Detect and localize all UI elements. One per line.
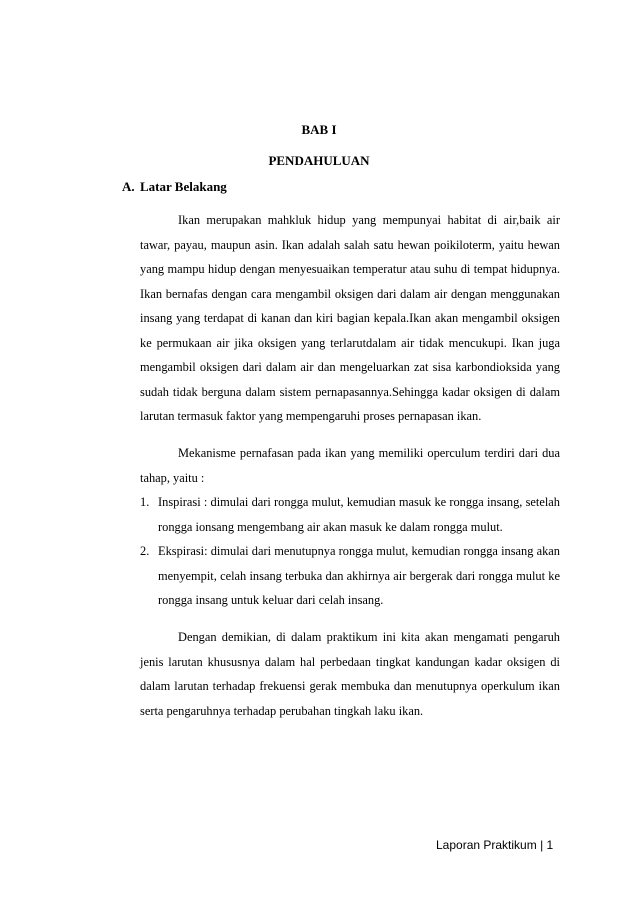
chapter-number: BAB I xyxy=(301,122,337,137)
list-item xyxy=(140,490,560,539)
paragraph-closing: Dengan demikian, di dalam praktikum ini kita akan mengamati pengaruh jenis larutan khususnya dalam hal perbedaan tingkat kandungan kadar oksigen di dalam larutan terhadap frekuensi gerak membuka dan menutupnya operkulum ikan serta pengaruhnya terhadap perubahan tingkah laku ikan. xyxy=(140,630,560,718)
footer-label: Laporan Praktikum xyxy=(436,838,537,852)
page-number: 1 xyxy=(546,838,554,852)
section-letter: A. xyxy=(122,179,135,194)
breathing-steps-list xyxy=(140,490,560,613)
footer-separator: | xyxy=(540,838,544,852)
chapter-title: PENDAHULUAN xyxy=(268,153,370,168)
list-item xyxy=(140,539,560,613)
list-item-number: 2. xyxy=(140,544,150,558)
section-title: Latar Belakang xyxy=(140,179,227,194)
paragraph-mechanism: Mekanisme pernafasan pada ikan yang memiliki operculum terdiri dari dua tahap, yaitu : xyxy=(140,446,560,485)
list-item-text: Inspirasi : dimulai dari rongga mulut, kemudian masuk ke rongga insang, setelah rongga ionsang mengembang air akan masuk ke dalam rongga mulut. xyxy=(158,495,560,534)
section-heading xyxy=(122,179,227,195)
list-item-number: 1. xyxy=(140,495,150,509)
page-footer xyxy=(436,838,553,852)
paragraph-intro: Ikan merupakan mahkluk hidup yang mempunyai habitat di air,baik air tawar, payau, maupun asin. Ikan adalah salah satu hewan poikiloterm, yaitu hewan yang mampu hidup dengan menyesuaikan temperatur atau suhu di tempat hidupnya. Ikan bernafas dengan cara mengambil oksigen dari dalam air dengan menggunakan insang yang terdapat di kanan dan kiri bagian kepala.Ikan akan mengambil oksigen ke permukaan air jika oksigen yang terlarutdalam air tidak mencukupi. Ikan juga mengambil oksigen dari dalam air dan mengeluarkan zat sisa karbondioksida yang sudah tidak berguna dalam sistem pernapasannya.Sehingga kadar oksigen di dalam larutan termasuk faktor yang mempengaruhi proses pernapasan ikan. xyxy=(140,213,560,423)
list-item-text: Ekspirasi: dimulai dari menutupnya rongga mulut, kemudian rongga insang akan menyempit, celah insang terbuka dan akhirnya air bergerak dari rongga mulut ke rongga insang untuk keluar dari celah insang. xyxy=(158,544,560,607)
